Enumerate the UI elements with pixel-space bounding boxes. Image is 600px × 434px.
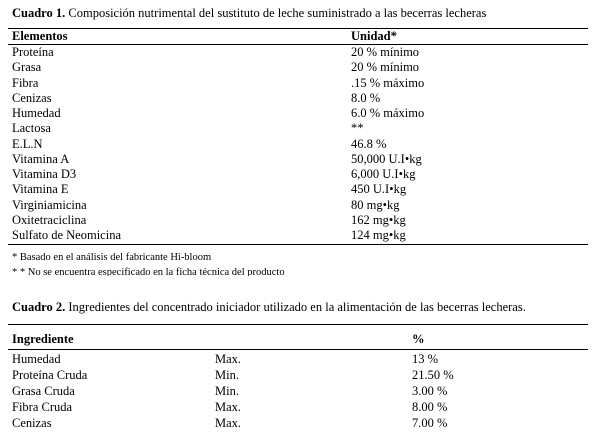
table2-cell-ingrediente: Fibra Cruda: [12, 400, 73, 414]
table1-cell-unidad: 6.0 % máximo: [351, 106, 425, 120]
table1-cell-elemento: Vitamina E: [12, 182, 69, 197]
table1-cell-unidad: 46.8 %: [351, 136, 387, 151]
table2-caption-label: Cuadro 2.: [12, 300, 66, 314]
table1-cell-unidad: 6,000 U.I•kg: [351, 167, 416, 181]
table2-caption: [12, 300, 526, 315]
table1-cell-unidad: 8.0 %: [351, 90, 381, 105]
table1-cell-unidad: .15 % máximo: [351, 75, 425, 90]
table1-cell-unidad: 20 % mínimo: [351, 45, 420, 59]
table2-header-rule: [8, 349, 588, 350]
table1-cell-elemento: Proteína: [12, 45, 54, 59]
table2-header-percent: %: [412, 332, 425, 346]
table1-header-elementos: Elementos: [12, 29, 68, 43]
table2-cell-limite: Max.: [215, 416, 242, 430]
table1-cell-unidad: 162 mg•kg: [351, 212, 406, 227]
table1-caption-text: Composición nutrimental del sustituto de leche suministrado a las becerras lecheras: [65, 6, 487, 20]
table1-header-rule: [8, 44, 588, 45]
table2-cell-porcentaje: 13 %: [412, 352, 439, 366]
table2-cell-limite: Min.: [215, 368, 239, 382]
table2-cell-limite: Max.: [215, 400, 242, 414]
table2-cell-ingrediente: Proteína Cruda: [12, 368, 88, 382]
table1-cell-unidad: **: [351, 121, 364, 136]
table2-cell-ingrediente: Grasa Cruda: [12, 384, 75, 398]
table1-cell-elemento: Oxitetraciclina: [12, 212, 87, 227]
table2-cell-porcentaje: 7.00 %: [412, 416, 448, 430]
table1-cell-unidad: 124 mg•kg: [351, 228, 406, 242]
table2-cell-porcentaje: 3.00 %: [412, 384, 448, 398]
table1-cell-elemento: Vitamina D3: [12, 167, 77, 181]
table2-cell-porcentaje: 8.00 %: [412, 400, 448, 414]
table1-bottom-rule: [8, 244, 588, 245]
table1-cell-unidad: 20 % mínimo: [351, 60, 420, 75]
table1-cell-unidad: 80 mg•kg: [351, 197, 400, 212]
table1-note-1: * Basado en el análisis del fabricante Hi-bloom: [12, 252, 212, 263]
table1-cell-elemento: Vitamina A: [12, 151, 70, 166]
table1-cell-elemento: Humedad: [12, 106, 61, 120]
table1-caption: [12, 6, 486, 21]
table1-cell-elemento: E.L.N: [12, 136, 43, 151]
table2-header-ingrediente: Ingrediente: [12, 332, 74, 346]
table1-header-unidad: Unidad*: [351, 29, 397, 43]
table2-cell-ingrediente: Cenizas: [12, 416, 52, 430]
table2-cell-porcentaje: 21.50 %: [412, 368, 454, 382]
table2-caption-text: Ingredientes del concentrado iniciador utilizado en la alimentación de las becerras lecheras.: [65, 300, 526, 314]
table1-cell-elemento: Lactosa: [12, 121, 51, 136]
table2-cell-limite: Min.: [215, 384, 239, 398]
table2-cell-ingrediente: Humedad: [12, 352, 61, 366]
table1-cell-elemento: Virginiamicina: [12, 197, 87, 212]
table2-cell-limite: Max.: [215, 352, 242, 366]
table1-top-rule: [8, 28, 588, 29]
table1-cell-elemento: Grasa: [12, 60, 42, 75]
table1-cell-unidad: 50,000 U.I•kg: [351, 151, 422, 166]
table1-note-2-text: * * No se encuentra especificado en la ficha técnica del producto: [12, 267, 285, 276]
table1-caption-label: Cuadro 1.: [12, 6, 66, 20]
table1-cell-unidad: 450 U.I•kg: [351, 182, 407, 197]
table1-cell-elemento: Fibra: [12, 75, 39, 90]
table2-top-rule: [8, 324, 588, 325]
table1-note-2: [12, 267, 285, 276]
table1-cell-elemento: Cenizas: [12, 90, 52, 105]
table1-cell-elemento: Sulfato de Neomicina: [12, 228, 121, 242]
